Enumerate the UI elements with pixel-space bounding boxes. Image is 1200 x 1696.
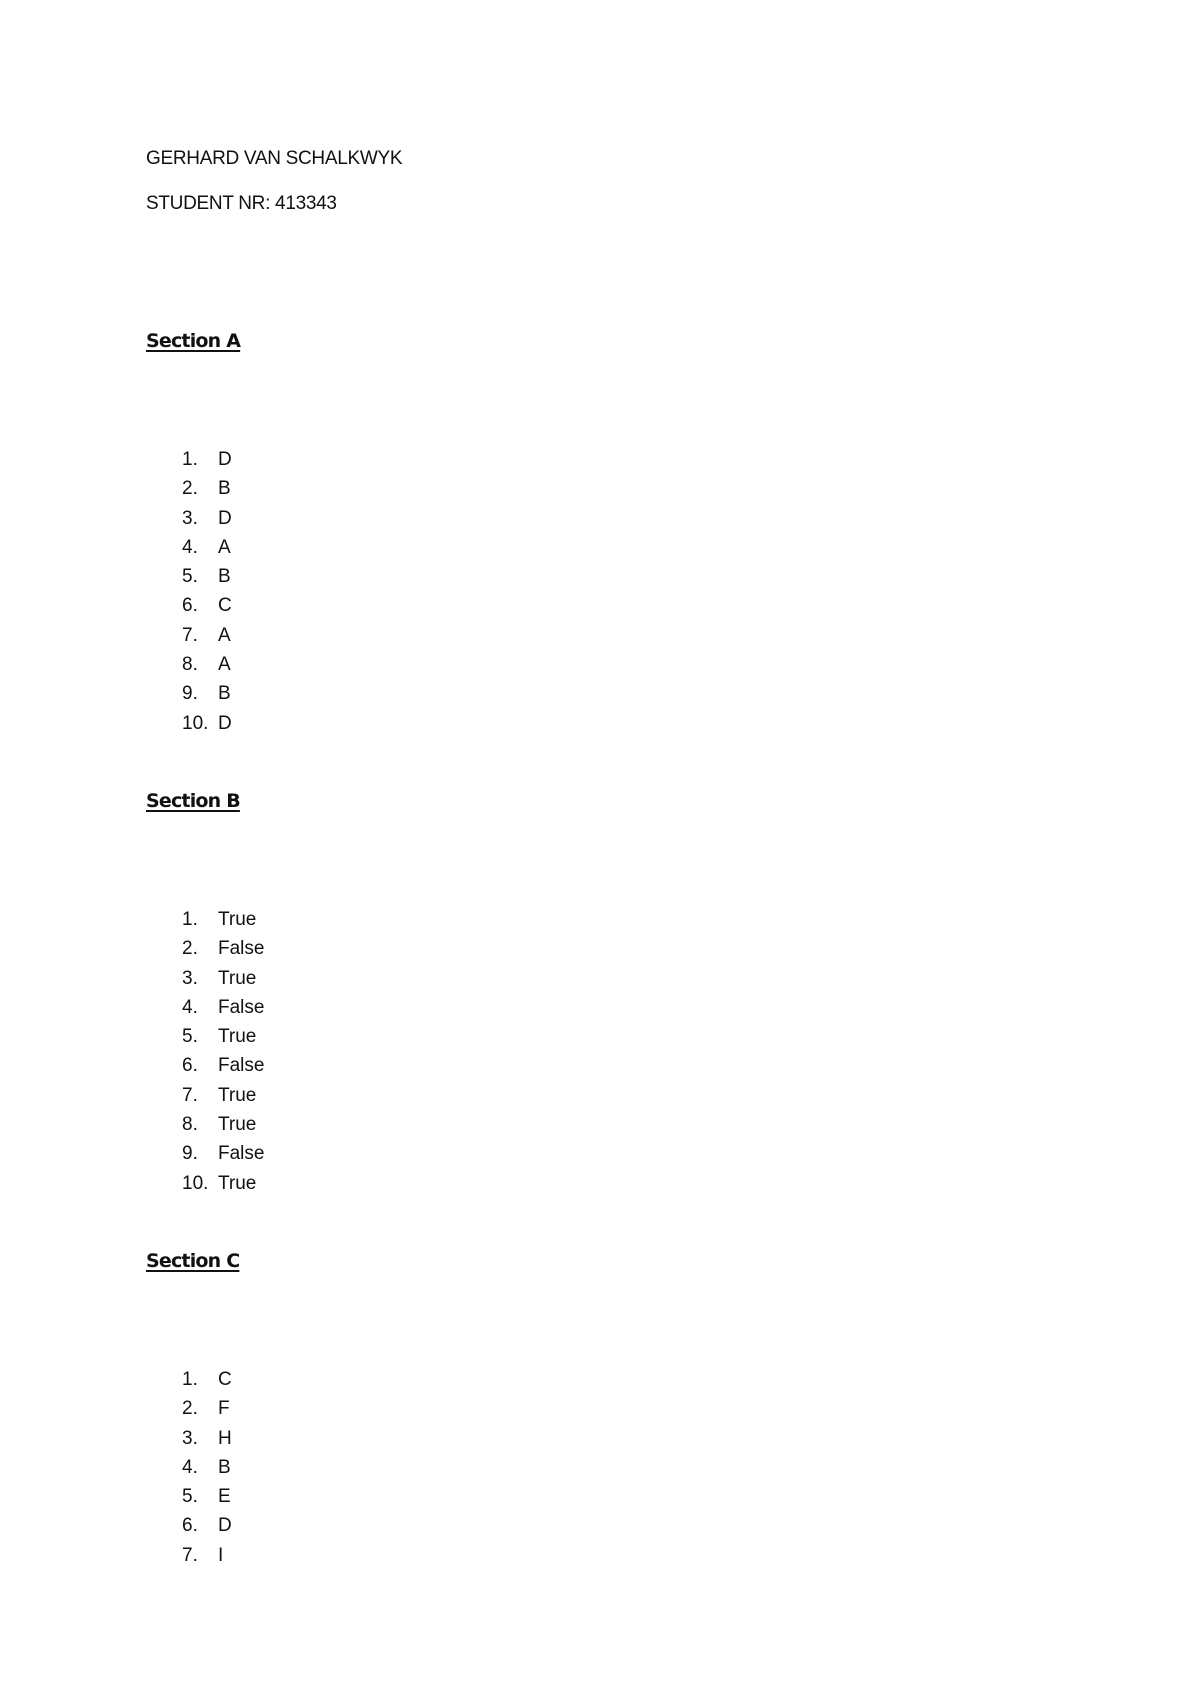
answer-value: True: [218, 1026, 257, 1048]
answer-item: [146, 1453, 746, 1482]
answer-number: 7.: [182, 1084, 198, 1106]
answer-item: [146, 504, 746, 533]
answer-item: [146, 964, 746, 993]
answer-item: [146, 1482, 746, 1511]
answer-value: E: [218, 1486, 231, 1508]
answer-item: [146, 1365, 746, 1394]
answer-number: 6.: [182, 1055, 198, 1077]
answer-number: 6.: [182, 1515, 198, 1537]
answer-list: [146, 1365, 746, 1570]
answer-value: A: [218, 536, 231, 558]
answer-item: [146, 445, 746, 474]
section-title: Section C: [146, 1250, 240, 1272]
answer-item: [146, 562, 746, 591]
answer-number: 1.: [182, 1369, 198, 1390]
answer-value: D: [218, 507, 232, 529]
answer-number: 6.: [182, 595, 198, 617]
answer-item: [146, 1081, 746, 1110]
answer-item: [146, 1511, 746, 1540]
section-c: [146, 1249, 746, 1570]
answer-value: True: [218, 1084, 257, 1106]
answer-item: [146, 1541, 746, 1570]
answer-number: 4.: [182, 1456, 198, 1478]
answer-item: [146, 591, 746, 620]
answer-number: 9.: [182, 683, 198, 705]
answer-value: B: [218, 683, 231, 705]
answer-item: [146, 934, 746, 963]
answer-number: 3.: [182, 1427, 198, 1449]
answer-item: [146, 533, 746, 562]
answer-number: 7.: [182, 1544, 198, 1566]
answer-item: [146, 905, 746, 934]
section-title: Section B: [146, 790, 240, 812]
section-b: [146, 789, 746, 1198]
answer-value: D: [218, 712, 232, 734]
answer-value: F: [218, 1398, 230, 1420]
answer-value: True: [218, 967, 257, 989]
answer-number: 10.: [182, 712, 209, 734]
answer-item: [146, 1022, 746, 1051]
answer-value: False: [218, 1143, 265, 1165]
answer-number: 4.: [182, 996, 198, 1018]
answer-item: [146, 1139, 746, 1168]
section-title: Section A: [146, 330, 241, 352]
answer-number: 5.: [182, 1026, 198, 1048]
answer-number: 5.: [182, 566, 198, 588]
answer-number: 5.: [182, 1486, 198, 1508]
answer-item: [146, 474, 746, 503]
answer-value: B: [218, 478, 231, 500]
answer-item: [146, 709, 746, 738]
answer-number: 3.: [182, 967, 198, 989]
answer-value: A: [218, 624, 231, 646]
answer-item: [146, 1424, 746, 1453]
answer-value: C: [218, 595, 232, 617]
answer-value: False: [218, 938, 265, 960]
answer-value: B: [218, 566, 231, 588]
answer-value: D: [218, 1515, 232, 1537]
student-number: STUDENT NR: 413343: [146, 193, 337, 214]
answer-value: H: [218, 1427, 232, 1449]
answer-number: 2.: [182, 1398, 198, 1420]
answer-value: False: [218, 1055, 265, 1077]
answer-value: False: [218, 996, 265, 1018]
student-name: GERHARD VAN SCHALKWYK: [146, 148, 403, 169]
answer-value: A: [218, 654, 231, 676]
answer-list: [146, 445, 746, 738]
answer-number: 1.: [182, 449, 198, 470]
answer-item: [146, 1110, 746, 1139]
answer-number: 8.: [182, 654, 198, 676]
answer-list: [146, 905, 746, 1198]
answer-value: True: [218, 909, 257, 930]
answer-number: 4.: [182, 536, 198, 558]
answer-number: 1.: [182, 909, 198, 930]
answer-number: 2.: [182, 938, 198, 960]
answer-item: [146, 650, 746, 679]
answer-number: 10.: [182, 1172, 209, 1194]
answer-value: B: [218, 1456, 231, 1478]
answer-item: [146, 1051, 746, 1080]
answer-value: True: [218, 1114, 257, 1136]
answer-number: 3.: [182, 507, 198, 529]
answer-item: [146, 621, 746, 650]
answer-value: D: [218, 449, 232, 470]
answer-item: [146, 679, 746, 708]
answer-number: 2.: [182, 478, 198, 500]
answer-value: True: [218, 1172, 257, 1194]
answer-number: 7.: [182, 624, 198, 646]
section-a: [146, 329, 746, 738]
answer-value: I: [218, 1544, 224, 1566]
answer-number: 8.: [182, 1114, 198, 1136]
answer-item: [146, 1169, 746, 1198]
answer-item: [146, 993, 746, 1022]
answer-value: C: [218, 1369, 232, 1390]
answer-item: [146, 1394, 746, 1423]
answer-number: 9.: [182, 1143, 198, 1165]
